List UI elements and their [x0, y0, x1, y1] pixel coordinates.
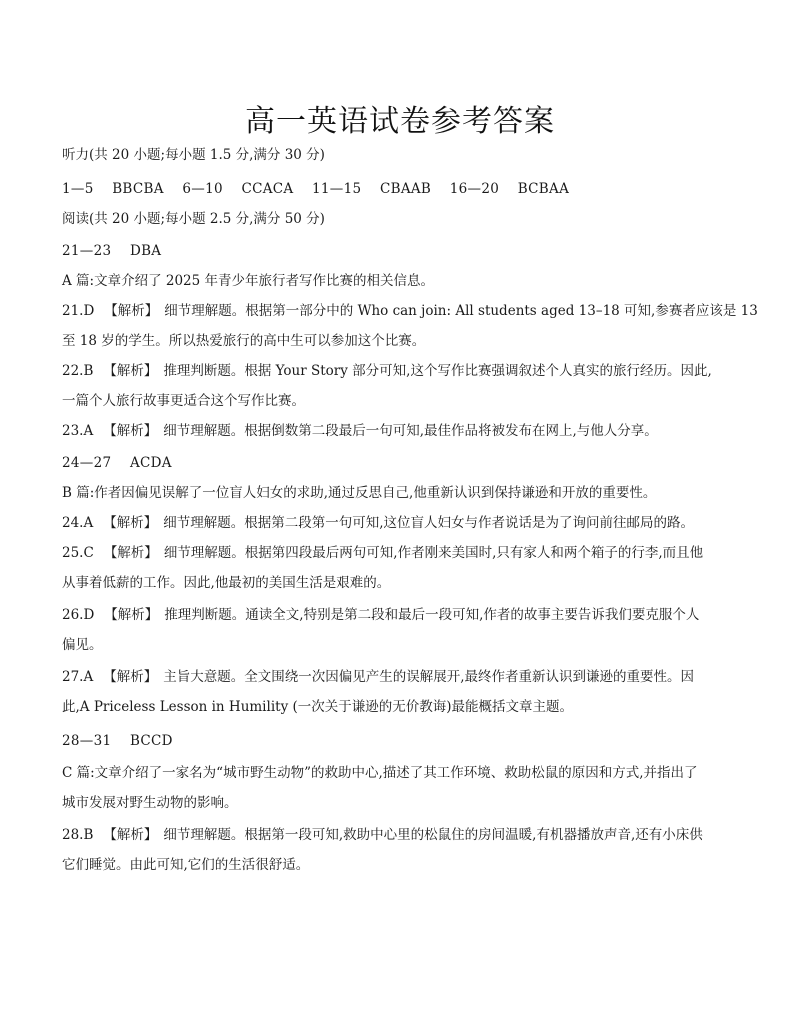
q21-line2: 至 18 岁的学生。所以热爱旅行的高中生可以参加这个比赛。: [62, 333, 426, 349]
listening-header-text: 听力(共 20 小题;每小题 1.5 分,满分 30 分): [62, 147, 325, 163]
q24-text: 细节理解题。根据第二段第一句可知,这位盲人妇女与作者说话是为了询问前往邮局的路。: [163, 515, 695, 531]
q27-number: 27.A: [62, 669, 94, 685]
q25-text: 细节理解题。根据第四段最后两句可知,作者刚来美国时,只有家人和两个箱子的行李,而且他: [163, 545, 704, 561]
listening-answer-3: CBAAB: [379, 181, 432, 197]
group-a-range: 21—23: [62, 243, 112, 259]
group-a-intro: A 篇:文章介绍了 2025 年青少年旅行者写作比赛的相关信息。: [62, 273, 435, 289]
group-c-answers: [62, 732, 742, 750]
q28-tag: 【解析】: [103, 827, 158, 843]
listening-range-3: 11—15: [312, 181, 362, 197]
q26-line1: [62, 606, 742, 624]
q24-number: 24.A: [62, 515, 94, 531]
reading-header: 阅读(共 20 小题;每小题 2.5 分,满分 50 分): [62, 211, 325, 227]
q28-line2: 它们睡觉。由此可知,它们的生活很舒适。: [62, 857, 310, 873]
q27-line1: [62, 668, 742, 686]
q25-number: 25.C: [62, 545, 94, 561]
listening-range-1: 1—5: [62, 181, 94, 197]
q23-tag: 【解析】: [103, 423, 158, 439]
listening-answers: [62, 180, 742, 198]
q26-text: 推理判断题。通读全文,特别是第二段和最后一段可知,作者的故事主要告诉我们要克服个人: [164, 607, 700, 623]
q23-text: 细节理解题。根据倒数第二段最后一句可知,最佳作品将被发布在网上,与他人分享。: [163, 423, 658, 439]
group-b-intro: B 篇:作者因偏见误解了一位盲人妇女的求助,通过反思自己,他重新认识到保持谦逊和开放的重要性。: [62, 485, 657, 501]
q26-line2: 偏见。: [62, 637, 103, 653]
q24-line1: [62, 514, 742, 532]
q21-line1: [62, 302, 758, 320]
q22-line1: [62, 362, 742, 380]
group-a-answers: [62, 242, 742, 260]
q27-text: 主旨大意题。全文围绕一次因偏见产生的误解展开,最终作者重新认识到谦逊的重要性。因: [163, 669, 695, 685]
q22-text: 推理判断题。根据 Your Story 部分可知,这个写作比赛强调叙述个人真实的旅行经历。因此,: [163, 363, 712, 379]
q22-number: 22.B: [62, 363, 94, 379]
q26-tag: 【解析】: [104, 607, 159, 623]
q27-tag: 【解析】: [103, 669, 158, 685]
listening-range-4: 16—20: [449, 181, 500, 197]
q23-line1: [62, 422, 742, 440]
q25-line2: 从事着低薪的工作。因此,他最初的美国生活是艰难的。: [62, 575, 391, 591]
q22-line2: 一篇个人旅行故事更适合这个写作比赛。: [62, 393, 305, 409]
q24-tag: 【解析】: [103, 515, 158, 531]
q23-number: 23.A: [62, 423, 94, 439]
group-c-intro-line1: C 篇:文章介绍了一家名为“城市野生动物”的救助中心,描述了其工作环境、救助松鼠的原因和方式,并指出了: [62, 765, 698, 781]
group-a-keys: DBA: [129, 243, 162, 259]
listening-answer-1: BBCBA: [112, 181, 164, 197]
group-c-intro-line2: 城市发展对野生动物的影响。: [62, 795, 238, 811]
q26-number: 26.D: [62, 607, 95, 623]
q28-text: 细节理解题。根据第一段可知,救助中心里的松鼠住的房间温暖,有机器播放声音,还有小床供: [163, 827, 703, 843]
group-b-keys: ACDA: [129, 455, 172, 471]
listening-range-2: 6—10: [182, 181, 223, 197]
group-b-answers: [62, 454, 742, 472]
q21-number: 21.D: [62, 303, 95, 319]
q27-line2: 此,A Priceless Lesson in Humility (一次关于谦逊的无价教诲)最能概括文章主题。: [62, 699, 574, 715]
q28-line1: [62, 826, 742, 844]
q28-number: 28.B: [62, 827, 94, 843]
q21-text: 细节理解题。根据第一部分中的 Who can join: All students aged 13–18 可知,参赛者应该是 13: [164, 303, 758, 319]
listening-answer-4: BCBAA: [517, 181, 570, 197]
q21-tag: 【解析】: [104, 303, 159, 319]
group-b-range: 24—27: [62, 455, 112, 471]
page-title: 高一英语试卷参考答案: [245, 104, 555, 139]
listening-answer-2: CCACA: [241, 181, 294, 197]
q25-line1: [62, 544, 742, 562]
group-c-range: 28—31: [62, 733, 112, 749]
group-c-keys: BCCD: [129, 733, 173, 749]
q25-tag: 【解析】: [103, 545, 158, 561]
q22-tag: 【解析】: [103, 363, 158, 379]
